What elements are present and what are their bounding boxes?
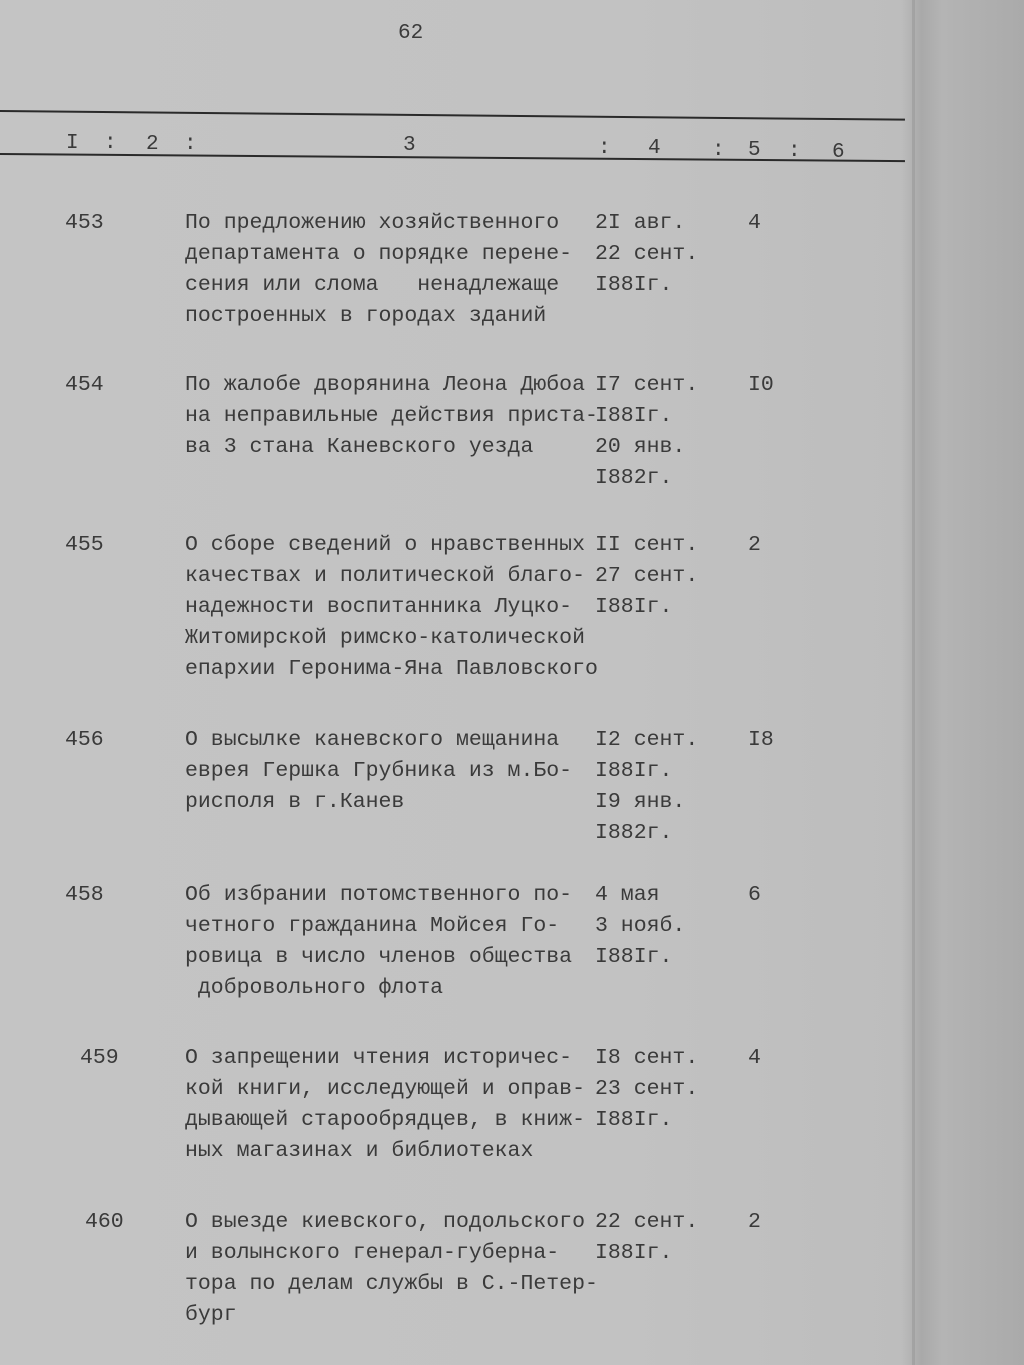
title-line: Житомирской римско-католической xyxy=(185,626,585,650)
date-line: I882г. xyxy=(595,466,673,490)
entry-title xyxy=(185,1207,598,1331)
date-line: I9 янв. xyxy=(595,790,686,814)
entry-number: 459 xyxy=(80,1046,119,1070)
column-separator: : xyxy=(598,137,611,160)
title-line: По жалобе дворянина Леона Дюбоа xyxy=(185,373,585,397)
entry-number: 460 xyxy=(85,1210,124,1234)
entry-number: 455 xyxy=(65,533,104,557)
date-line: 22 сент. xyxy=(595,242,699,266)
title-line: и волынского генерал-губерна- xyxy=(185,1241,560,1265)
column-header: 5 xyxy=(748,139,761,162)
title-line: бург xyxy=(185,1303,237,1327)
date-line: 23 сент. xyxy=(595,1077,699,1101)
title-line: добровольного флота xyxy=(185,976,444,1000)
date-line: II сент. xyxy=(595,533,699,557)
title-line: ных магазинах и библиотеках xyxy=(185,1139,534,1163)
entry-title xyxy=(185,1043,585,1167)
title-line: О высылке каневского мещанина xyxy=(185,728,560,752)
title-line: ровица в число членов общества xyxy=(185,945,573,969)
title-line: Об избрании потомственного по- xyxy=(185,883,573,907)
title-line: еврея Гершка Грубника из м.Бо- xyxy=(185,759,573,783)
header-rule-bottom xyxy=(0,153,905,162)
entry-dates xyxy=(595,1207,698,1269)
title-line: качествах и политической благо- xyxy=(185,564,585,588)
title-line: департамента о порядке перене- xyxy=(185,242,573,266)
date-line: I7 сент. xyxy=(595,373,699,397)
column-header: 4 xyxy=(648,137,661,160)
date-line: I882г. xyxy=(595,821,673,845)
date-line: 3 нояб. xyxy=(595,914,686,938)
entry-sheet-count: 6 xyxy=(748,883,761,907)
date-line: 27 сент. xyxy=(595,564,699,588)
entry-sheet-count: 4 xyxy=(748,211,761,235)
date-line: I8 сент. xyxy=(595,1046,699,1070)
title-line: тора по делам службы в С.-Петер- xyxy=(185,1272,598,1296)
entry-dates xyxy=(595,1043,698,1136)
date-line: 2I авг. xyxy=(595,211,686,235)
entry-sheet-count: 4 xyxy=(748,1046,761,1070)
entry-sheet-count: I0 xyxy=(748,373,774,397)
column-separator: : xyxy=(788,140,801,163)
entry-title xyxy=(185,370,598,463)
title-line: О сборе сведений о нравственных xyxy=(185,533,585,557)
date-line: 20 янв. xyxy=(595,435,686,459)
title-line: кой книги, исследующей и оправ- xyxy=(185,1077,585,1101)
date-line: I88Iг. xyxy=(595,1108,673,1132)
date-line: I88Iг. xyxy=(595,404,673,428)
title-line: дывающей старообрядцев, в книж- xyxy=(185,1108,585,1132)
entry-sheet-count: I8 xyxy=(748,728,774,752)
column-header: I xyxy=(66,132,79,155)
entry-number: 454 xyxy=(65,373,104,397)
title-line: О выезде киевского, подольского xyxy=(185,1210,585,1234)
title-line: четного гражданина Мойсея Го- xyxy=(185,914,560,938)
entry-dates xyxy=(595,530,698,623)
date-line: I88Iг. xyxy=(595,945,673,969)
date-line: I88Iг. xyxy=(595,759,673,783)
entry-dates xyxy=(595,725,698,849)
column-separator: : xyxy=(184,133,197,156)
entry-dates xyxy=(595,208,698,301)
entry-title xyxy=(185,725,572,818)
title-line: сения или слома ненадлежаще xyxy=(185,273,560,297)
entry-title xyxy=(185,530,598,685)
title-line: О запрещении чтения историчес- xyxy=(185,1046,573,1070)
entry-title xyxy=(185,880,572,1004)
entry-number: 458 xyxy=(65,883,104,907)
column-header: 6 xyxy=(832,141,845,164)
title-line: епархии Геронима-Яна Павловского xyxy=(185,657,598,681)
column-header: 2 xyxy=(146,133,159,156)
date-line: I88Iг. xyxy=(595,595,673,619)
header-rule-top xyxy=(0,110,905,121)
title-line: По предложению хозяйственного xyxy=(185,211,560,235)
title-line: на неправильные действия приста- xyxy=(185,404,598,428)
date-line: I2 сент. xyxy=(595,728,699,752)
date-line: I88Iг. xyxy=(595,273,673,297)
title-line: рисполя в г.Канев xyxy=(185,790,405,814)
title-line: ва 3 стана Каневского уезда xyxy=(185,435,534,459)
entry-dates xyxy=(595,880,685,973)
date-line: 22 сент. xyxy=(595,1210,699,1234)
entry-sheet-count: 2 xyxy=(748,533,761,557)
title-line: построенных в городах зданий xyxy=(185,304,547,328)
date-line: I88Iг. xyxy=(595,1241,673,1265)
column-separator: : xyxy=(712,139,725,162)
entry-dates xyxy=(595,370,698,494)
title-line: надежности воспитанника Луцко- xyxy=(185,595,573,619)
entry-number: 453 xyxy=(65,211,104,235)
entry-number: 456 xyxy=(65,728,104,752)
column-separator: : xyxy=(104,132,117,155)
date-line: 4 мая xyxy=(595,883,660,907)
page-number: 62 xyxy=(398,22,424,45)
page-fold xyxy=(912,0,915,1365)
entry-sheet-count: 2 xyxy=(748,1210,761,1234)
column-header: 3 xyxy=(403,134,416,157)
entry-title xyxy=(185,208,572,332)
